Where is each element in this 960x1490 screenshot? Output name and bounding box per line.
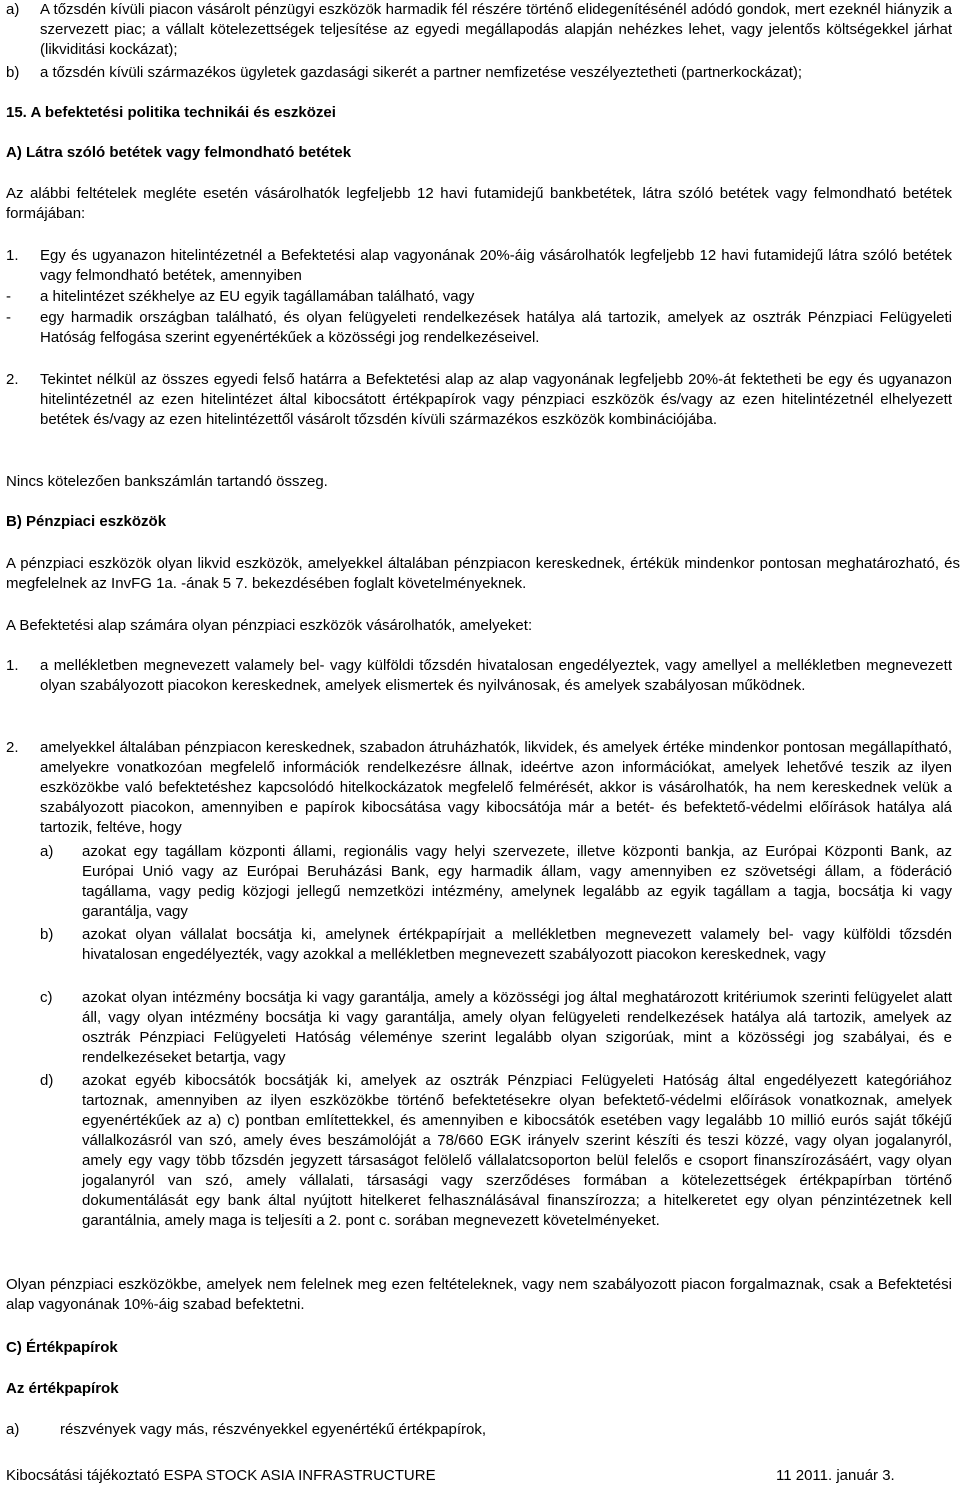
subsection-heading-a: A) Látra szóló betétek vagy felmondható betétek [6, 144, 352, 161]
list-label: b) [40, 926, 54, 943]
list-label: 1. [6, 247, 19, 264]
list-text: azokat olyan intézmény bocsátja ki vagy garantálja, amely a közösségi jog által meghatározott kritériumok szerinti felügyelet alatt áll, vagy olyan intézmény bocsátja ki vagy garantálja, amely olyan felügyeleti rendelkezések hatálya alá tartozik, amelyek az osztrák Pénzpiaci Felügyeleti Hatóság véleménye szerint legalább olyan szigorúak, mint a közösségi jog szabályai, és e rendelkezéseket betartja, vagy [82, 989, 952, 1066]
list-label: d) [40, 1072, 54, 1089]
list-label: 2. [6, 371, 19, 388]
dash-item [6, 287, 952, 307]
list-text: a mellékletben megnevezett valamely bel- vagy külföldi tőzsdén hivatalosan engedélyeztek, vagy amellyel a mellékletben megnevezett olyan szabályozott piacokon kereskednek, amelyek elismertek és nyilvánosak, és amelyek szabályosan működnek. [40, 657, 952, 694]
list-text: azokat egy tagállam központi állami, regionális vagy helyi szervezete, illetve központi bankja, az Európai Központi Bank, az Európai Unió vagy az Európai Beruházási Bank, egy harmadik állam, vagy amennyiben ez szövetségi állam, a föderáció tagállama, vagy pedig közjogi jellegű nemzetközi intézmény, amelynek legalább az egyik tagállam a tagja, bocsátja ki vagy garantálja, vagy [82, 843, 952, 920]
footer-left: Kibocsátási tájékoztató ESPA STOCK ASIA INFRASTRUCTURE [6, 1467, 436, 1484]
list-label: a) [6, 1421, 20, 1438]
subsection-heading-b: B) Pénzpiaci eszközök [6, 513, 167, 530]
numbered-item-2 [6, 370, 952, 430]
list-label: 2. [6, 739, 19, 756]
sub-item-b [40, 925, 952, 965]
numbered-item-b1 [6, 656, 952, 696]
list-text: egy harmadik országban található, és olyan felügyeleti rendelkezések hatálya alá tartozik, amelyek az osztrák Pénzpiaci Felügyeleti Hatóság felfogása szerint egyenértékűek a közösségi jog rendelkezéseivel. [40, 309, 952, 346]
intro-item-b [6, 63, 952, 83]
numbered-item-1 [6, 246, 952, 286]
dash-marker: - [6, 309, 11, 326]
sub-item-a [40, 842, 952, 922]
list-label: b) [6, 64, 20, 81]
list-label: 1. [6, 657, 19, 674]
footer-right: 11 2011. január 3. [776, 1467, 895, 1484]
paragraph: A pénzpiaci eszközök olyan likvid eszközök, amelyekkel általában pénzpiacon kereskednek, értékük mindenkor pontosan meghatározható, és megfelelnek az InvFG 1a. -ának 5 7. bekezdésében foglalt követelményeknek. [6, 555, 960, 592]
list-text: azokat egyéb kibocsátók bocsátják ki, amelyek az osztrák Pénzpiaci Felügyeleti Hatóság által engedélyezett kategóriához tartoznak, amennyiben az ilyen eszközökbe történő befektetésekre olyan befektető-védelmi előírások vonatkoznak, amelyek egyenértékűek az a) c) pontban említettekkel, és amennyiben e kibocsátók esetében vagy legalább 10 millió eurós saját tőkéjű vállalkozásról van szó, amely éves beszámolóját a 78/660 EGK irányelv szerint készíti és teszi közzé, vagy olyan jogalanyról, amely egy vagy több tőzsdén jegyzett társaságot felölelő vállalatcsoporton belül felelős e csoport finanszírozásáért, vagy olyan jogalanyról van szó, amely vállalati, társasági vagy szerződéses formában a kötelezettségek értékpapírban történő dokumentálását egy bank által nyújtott hitelkeret felhasználásával finanszírozza; a hitelkeretet egy olyan pénzintézetnek kell garantálnia, amely maga is teljesíti a 2. pont c. sorában megnevezett követelményeket. [82, 1072, 952, 1229]
intro-item-a [6, 0, 952, 60]
list-text: részvények vagy más, részvényekkel egyenértékű értékpapírok, [60, 1421, 487, 1438]
dash-marker: - [6, 288, 11, 305]
list-text: A tőzsdén kívüli piacon vásárolt pénzügyi eszközök harmadik fél részére történő elidegenítésénél adódó gondok, mert ezeknél hiányzik a szervezett piac; a vállalt kötelezettségek teljesítése az egyedi megállapodás alapján nehézkes lehet, vagy jelentős költségekkel járhat (likviditási kockázat); [40, 1, 952, 58]
list-text: Tekintet nélkül az összes egyedi felső határra a Befektetési alap az alap vagyonának legfeljebb 20%-át fektetheti be egy és ugyanazon hitelintézetnél az ezen hitelintézet által kibocsátott értékpapírok vagy pénzpiaci eszközök és/vagy az ezen hitelintézetnél elhelyezett betétek és/vagy az ezen hitelintézettől vásárolt tőzsdén kívüli származékos eszközök kombinációjába. [40, 371, 952, 428]
section-heading: 15. A befektetési politika technikái és eszközei [6, 104, 336, 121]
list-text: a tőzsdén kívüli származékos ügyletek gazdasági sikerét a partner nemfizetése veszélyeztetheti (partnerkockázat); [40, 64, 803, 81]
subsection-subheading: Az értékpapírok [6, 1380, 119, 1397]
c-item-a [6, 1420, 952, 1440]
paragraph: Nincs kötelezően bankszámlán tartandó összeg. [6, 473, 328, 490]
list-label: a) [6, 1, 20, 18]
list-text: a hitelintézet székhelye az EU egyik tagállamában található, vagy [40, 288, 475, 305]
list-label: c) [40, 989, 53, 1006]
paragraph: Olyan pénzpiaci eszközökbe, amelyek nem felelnek meg ezen feltételeknek, vagy nem szabályozott piacon forgalmaznak, csak a Befektetési alap vagyonának 10%-áig szabad befektetni. [6, 1276, 952, 1313]
list-text: amelyekkel általában pénzpiacon kereskednek, szabadon átruházhatók, likvidek, és amelyek értéke mindenkor pontosan megállapítható, amelyekre vonatkozóan megfelelő információk rendelkezésre állnak, ideértve azon információkat, amelyek lehetővé teszik az ilyen eszközökbe való befektetéshez kapcsolódó hitelkockázatok megfelelő felmérését, akkor is vásárolhatók, ha nem kereskednek velük a szabályozott piacokon, amennyiben e papírok kibocsátása vagy kibocsátója már a betét- és befektető-védelmi előírások hatálya alá tartozik, feltéve, hogy [40, 739, 952, 836]
paragraph: A Befektetési alap számára olyan pénzpiaci eszközök vásárolhatók, amelyeket: [6, 617, 533, 634]
list-label: a) [40, 843, 54, 860]
page-footer [6, 1466, 906, 1486]
paragraph: Az alábbi feltételek megléte esetén vásárolhatók legfeljebb 12 havi futamidejű bankbetétek, látra szóló betétek vagy felmondható betétek formájában: [6, 185, 952, 222]
dash-item [6, 308, 952, 348]
list-text: Egy és ugyanazon hitelintézetnél a Befektetési alap vagyonának 20%-áig vásárolhatók legfeljebb 12 havi futamidejű látra szóló betétek vagy felmondható betétek, amennyiben [40, 247, 952, 284]
subsection-heading-c: C) Értékpapírok [6, 1339, 118, 1356]
list-text: azokat olyan vállalat bocsátja ki, amelynek értékpapírjait a mellékletben megnevezett valamely bel- vagy külföldi tőzsdén hivatalosan engedélyezték, vagy azokkal a mellékletben megnevezett szabályozott piacokon kereskednek, vagy [82, 926, 952, 963]
sub-item-c [40, 988, 952, 1068]
sub-item-d [40, 1071, 952, 1231]
numbered-item-b2 [6, 738, 952, 838]
